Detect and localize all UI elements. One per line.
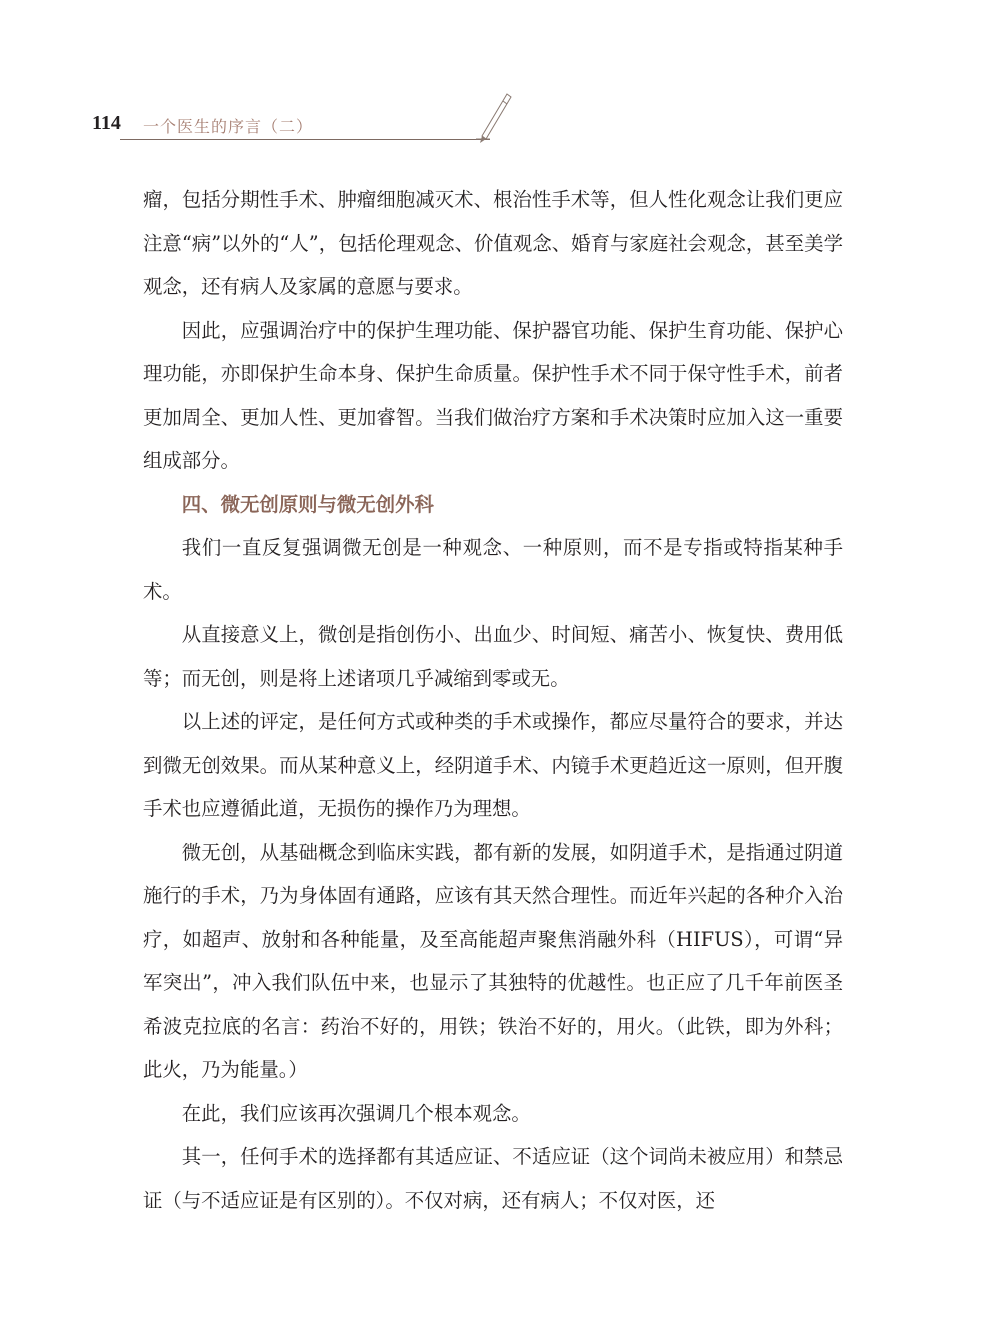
paragraph: 从直接意义上，微创是指创伤小、出血少、时间短、痛苦小、恢复快、费用低等；而无创，则是将上述诸项几乎减缩到零或无。 — [143, 623, 843, 690]
body-text — [143, 178, 843, 1222]
paragraph: 瘤，包括分期性手术、肿瘤细胞减灭术、根治性手术等，但人性化观念让我们更应注意“病”以外的“人”，包括伦理观念、价值观念、婚育与家庭社会观念，甚至美学观念，还有病人及家属的意愿与要求。 — [143, 188, 843, 298]
running-title: 一个医生的序言（二） — [143, 117, 314, 136]
page-header — [0, 0, 998, 160]
paragraph: 因此，应强调治疗中的保护生理功能、保护器官功能、保护生育功能、保护心理功能，亦即保护生命本身、保护生命质量。保护性手术不同于保守性手术，前者更加周全、更加人性、更加睿智。当我们做治疗方案和手术决策时应加入这一重要组成部分。 — [143, 318, 843, 472]
paragraph: 其一，任何手术的选择都有其适应证、不适应证（这个词尚未被应用）和禁忌证（与不适应证是有区别的）。不仅对病，还有病人；不仅对医，还 — [143, 1145, 843, 1212]
paragraph: 我们一直反复强调微无创是一种观念、一种原则，而不是专指或特指某种手术。 — [143, 536, 843, 603]
paragraph: 在此，我们应该再次强调几个根本观念。 — [181, 1101, 531, 1125]
paragraph: 微无创，从基础概念到临床实践，都有新的发展，如阴道手术，是指通过阴道施行的手术，乃为身体固有通路，应该有其天然合理性。而近年兴起的各种介入治疗，如超声、放射和各种能量，及至高能超声聚焦消融外科（HIFUS），可谓“异军突出”，冲入我们队伍中来，也显示了其独特的优越性。也正应了几千年前医圣希波克拉底的名言：药治不好的，用铁；铁治不好的，用火。（此铁，即为外科；此火，乃为能量。） — [143, 840, 843, 1081]
paragraph: 以上述的评定，是任何方式或种类的手术或操作，都应尽量符合的要求，并达到微无创效果。而从某种意义上，经阴道手术、内镜手术更趋近这一原则，但开腹手术也应遵循此道，无损伤的操作乃为理想。 — [143, 710, 843, 820]
page-number: 114 — [92, 112, 121, 134]
section-heading: 四、微无创原则与微无创外科 — [181, 492, 434, 516]
pen-icon — [474, 92, 514, 144]
header-rule — [120, 139, 490, 140]
